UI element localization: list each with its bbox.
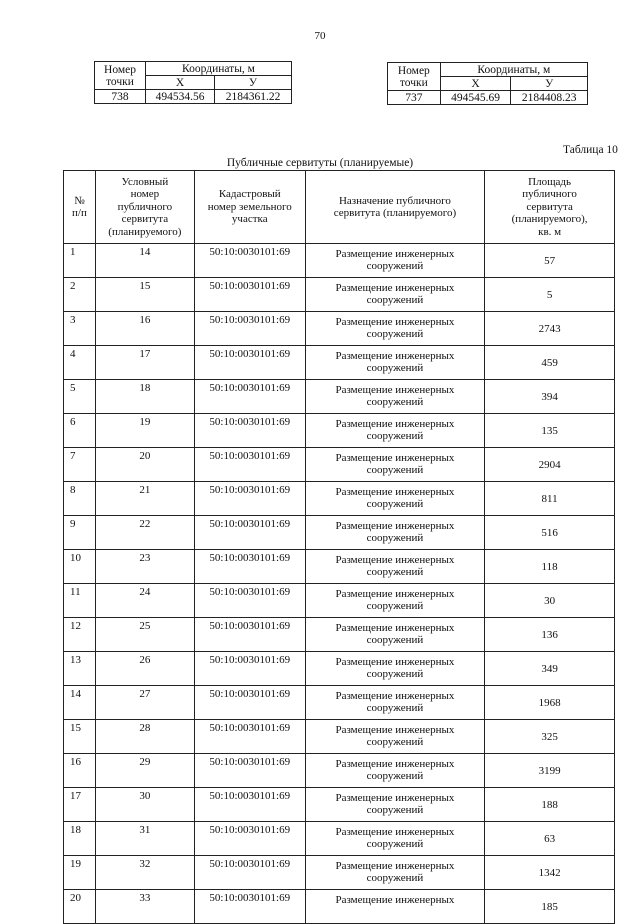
purpose-line-2: сооружений bbox=[366, 362, 424, 374]
servitude-id-cell: 25 bbox=[95, 618, 194, 652]
purpose-line-1: Размещение инженерных bbox=[335, 690, 455, 702]
cadastral-number-cell: 50:10:0030101:69 bbox=[194, 482, 305, 516]
table-row bbox=[64, 550, 615, 584]
area-cell: 3199 bbox=[485, 754, 615, 788]
table-row bbox=[64, 618, 615, 652]
servitude-id-cell: 33 bbox=[95, 890, 194, 924]
cadastral-number-cell: 50:10:0030101:69 bbox=[194, 652, 305, 686]
table-row bbox=[64, 788, 615, 822]
servitude-id-cell: 16 bbox=[95, 312, 194, 346]
cadastral-number-cell: 50:10:0030101:69 bbox=[194, 414, 305, 448]
purpose-line-2: сооружений bbox=[366, 328, 424, 340]
purpose-line-2: сооружений bbox=[366, 294, 424, 306]
purpose-line-2: сооружений bbox=[366, 872, 424, 884]
purpose-cell bbox=[305, 380, 485, 414]
row-number-cell: 19 bbox=[64, 856, 96, 890]
area-cell: 188 bbox=[485, 788, 615, 822]
header-area-line: Площадь bbox=[528, 175, 572, 188]
cadastral-number-cell: 50:10:0030101:69 bbox=[194, 346, 305, 380]
table-row bbox=[64, 414, 615, 448]
purpose-cell bbox=[305, 618, 485, 652]
coord-header-point-line1: Номер bbox=[104, 63, 136, 76]
purpose-line-1: Размещение инженерных bbox=[335, 826, 455, 838]
table-row bbox=[64, 720, 615, 754]
purpose-line-1: Размещение инженерных bbox=[335, 520, 455, 532]
servitude-id-cell: 30 bbox=[95, 788, 194, 822]
purpose-cell bbox=[305, 516, 485, 550]
purpose-cell bbox=[305, 414, 485, 448]
cadastral-number-cell: 50:10:0030101:69 bbox=[194, 686, 305, 720]
area-cell: 325 bbox=[485, 720, 615, 754]
area-cell: 811 bbox=[485, 482, 615, 516]
cadastral-number-cell: 50:10:0030101:69 bbox=[194, 584, 305, 618]
purpose-cell bbox=[305, 312, 485, 346]
header-servitude-id-line: (планируемого) bbox=[108, 225, 182, 238]
purpose-line-2: сооружений bbox=[366, 464, 424, 476]
header-area-line: сервитута bbox=[526, 200, 573, 213]
purpose-line-1: Размещение инженерных bbox=[335, 588, 455, 600]
purpose-line-2: сооружений bbox=[366, 566, 424, 578]
header-cadastral-number bbox=[194, 171, 305, 244]
table-caption: Таблица 10 bbox=[563, 144, 618, 156]
purpose-line-1: Размещение инженерных bbox=[335, 418, 455, 430]
purpose-line-1: Размещение инженерных bbox=[335, 724, 455, 736]
header-servitude-id-line: публичного bbox=[117, 200, 173, 213]
purpose-cell bbox=[305, 754, 485, 788]
purpose-cell bbox=[305, 278, 485, 312]
header-area-line: (планируемого), bbox=[511, 213, 588, 226]
purpose-line-1: Размещение инженерных bbox=[335, 316, 455, 328]
coord-header-x: X bbox=[440, 77, 511, 91]
area-cell: 2743 bbox=[485, 312, 615, 346]
purpose-cell bbox=[305, 584, 485, 618]
table-body bbox=[64, 244, 615, 924]
purpose-line-1: Размещение инженерных bbox=[335, 384, 455, 396]
row-number-cell: 13 bbox=[64, 652, 96, 686]
row-number-cell: 18 bbox=[64, 822, 96, 856]
servitude-id-cell: 28 bbox=[95, 720, 194, 754]
purpose-cell bbox=[305, 686, 485, 720]
header-purpose-line: сервитута (планируемого) bbox=[333, 207, 457, 219]
purpose-cell bbox=[305, 890, 485, 924]
servitude-id-cell: 18 bbox=[95, 380, 194, 414]
cadastral-number-cell: 50:10:0030101:69 bbox=[194, 618, 305, 652]
row-number-cell: 2 bbox=[64, 278, 96, 312]
purpose-cell bbox=[305, 346, 485, 380]
area-cell: 118 bbox=[485, 550, 615, 584]
purpose-line-1: Размещение инженерных bbox=[335, 350, 455, 362]
row-number-cell: 17 bbox=[64, 788, 96, 822]
area-cell: 30 bbox=[485, 584, 615, 618]
cadastral-number-cell: 50:10:0030101:69 bbox=[194, 550, 305, 584]
purpose-line-2: сооружений bbox=[366, 396, 424, 408]
purpose-cell bbox=[305, 720, 485, 754]
table-row bbox=[64, 380, 615, 414]
purpose-cell bbox=[305, 550, 485, 584]
row-number-cell: 6 bbox=[64, 414, 96, 448]
purpose-line-1: Размещение инженерных bbox=[335, 486, 455, 498]
servitude-id-cell: 14 bbox=[95, 244, 194, 278]
servitude-id-cell: 21 bbox=[95, 482, 194, 516]
coord-header-y: У bbox=[511, 77, 588, 91]
coord-header-point-line2: точки bbox=[106, 75, 134, 88]
purpose-line-1: Размещение инженерных bbox=[335, 860, 455, 872]
cadastral-number-cell: 50:10:0030101:69 bbox=[194, 788, 305, 822]
servitude-id-cell: 27 bbox=[95, 686, 194, 720]
purpose-line-1: Размещение инженерных bbox=[335, 282, 455, 294]
cadastral-number-cell: 50:10:0030101:69 bbox=[194, 244, 305, 278]
row-number-cell: 12 bbox=[64, 618, 96, 652]
purpose-line-2: сооружений bbox=[366, 260, 424, 272]
servitude-id-cell: 19 bbox=[95, 414, 194, 448]
servitude-table bbox=[63, 170, 615, 924]
row-number-cell: 8 bbox=[64, 482, 96, 516]
coord-y-value: 2184361.22 bbox=[215, 90, 292, 104]
header-area-line: кв. м bbox=[538, 225, 562, 238]
cadastral-number-cell: 50:10:0030101:69 bbox=[194, 312, 305, 346]
purpose-cell bbox=[305, 788, 485, 822]
row-number-cell: 9 bbox=[64, 516, 96, 550]
header-servitude-id-line: Условный bbox=[121, 175, 169, 188]
purpose-line-2: сооружений bbox=[366, 838, 424, 850]
area-cell: 135 bbox=[485, 414, 615, 448]
header-purpose bbox=[305, 171, 485, 244]
cadastral-number-cell: 50:10:0030101:69 bbox=[194, 516, 305, 550]
purpose-line-1: Размещение инженерных bbox=[335, 622, 455, 634]
cadastral-number-cell: 50:10:0030101:69 bbox=[194, 822, 305, 856]
purpose-cell bbox=[305, 856, 485, 890]
purpose-line-1: Размещение инженерных bbox=[335, 792, 455, 804]
coordinates-table-left bbox=[94, 61, 292, 104]
purpose-line-1: Размещение инженерных bbox=[335, 894, 455, 906]
header-cadastral-number-line: номер земельного bbox=[207, 200, 292, 213]
header-cadastral-number-line: Кадастровый bbox=[218, 188, 281, 201]
servitude-id-cell: 29 bbox=[95, 754, 194, 788]
purpose-line-2: сооружений bbox=[366, 736, 424, 748]
area-cell: 5 bbox=[485, 278, 615, 312]
area-cell: 2904 bbox=[485, 448, 615, 482]
row-number-cell: 3 bbox=[64, 312, 96, 346]
purpose-line-1: Размещение инженерных bbox=[335, 656, 455, 668]
row-number-cell: 4 bbox=[64, 346, 96, 380]
purpose-cell bbox=[305, 448, 485, 482]
table-row bbox=[64, 754, 615, 788]
servitude-id-cell: 23 bbox=[95, 550, 194, 584]
cadastral-number-cell: 50:10:0030101:69 bbox=[194, 856, 305, 890]
servitude-id-cell: 17 bbox=[95, 346, 194, 380]
area-cell: 394 bbox=[485, 380, 615, 414]
table-row bbox=[64, 856, 615, 890]
servitude-id-cell: 22 bbox=[95, 516, 194, 550]
row-number-cell: 10 bbox=[64, 550, 96, 584]
header-number-line: п/п bbox=[72, 207, 87, 219]
purpose-cell bbox=[305, 482, 485, 516]
table-row bbox=[64, 516, 615, 550]
table-row bbox=[64, 448, 615, 482]
header-servitude-id-line: номер bbox=[130, 188, 160, 201]
cadastral-number-cell: 50:10:0030101:69 bbox=[194, 380, 305, 414]
coord-header-x: X bbox=[146, 76, 215, 90]
table-row bbox=[64, 584, 615, 618]
servitude-id-cell: 15 bbox=[95, 278, 194, 312]
purpose-line-1: Размещение инженерных bbox=[335, 554, 455, 566]
purpose-line-2: сооружений bbox=[366, 600, 424, 612]
purpose-line-2: сооружений bbox=[366, 498, 424, 510]
coord-header-point-line2: точки bbox=[399, 76, 428, 89]
servitude-id-cell: 20 bbox=[95, 448, 194, 482]
purpose-line-2: сооружений bbox=[366, 804, 424, 816]
header-servitude-id bbox=[95, 171, 194, 244]
coord-header-y: У bbox=[215, 76, 292, 90]
coord-header-coords: Координаты, м bbox=[146, 62, 292, 76]
coord-x-value: 494534.56 bbox=[146, 90, 215, 104]
header-servitude-id-line: сервитута bbox=[121, 213, 169, 226]
purpose-line-1: Размещение инженерных bbox=[335, 758, 455, 770]
area-cell: 1342 bbox=[485, 856, 615, 890]
table-row bbox=[64, 890, 615, 924]
coord-header-point bbox=[95, 62, 146, 90]
row-number-cell: 1 bbox=[64, 244, 96, 278]
row-number-cell: 7 bbox=[64, 448, 96, 482]
row-number-cell: 11 bbox=[64, 584, 96, 618]
page-number: 70 bbox=[314, 30, 326, 42]
servitude-id-cell: 24 bbox=[95, 584, 194, 618]
purpose-line-2: сооружений bbox=[366, 668, 424, 680]
coord-header-point bbox=[388, 63, 441, 91]
row-number-cell: 20 bbox=[64, 890, 96, 924]
area-cell: 516 bbox=[485, 516, 615, 550]
table-row bbox=[64, 278, 615, 312]
servitude-id-cell: 31 bbox=[95, 822, 194, 856]
cadastral-number-cell: 50:10:0030101:69 bbox=[194, 278, 305, 312]
header-area bbox=[485, 171, 615, 244]
coord-x-value: 494545.69 bbox=[440, 91, 511, 105]
purpose-cell bbox=[305, 244, 485, 278]
cadastral-number-cell: 50:10:0030101:69 bbox=[194, 448, 305, 482]
table-title: Публичные сервитуты (планируемые) bbox=[226, 157, 414, 169]
purpose-cell bbox=[305, 652, 485, 686]
cadastral-number-cell: 50:10:0030101:69 bbox=[194, 890, 305, 924]
servitude-id-cell: 32 bbox=[95, 856, 194, 890]
purpose-line-1: Размещение инженерных bbox=[335, 248, 455, 260]
coord-point-number: 737 bbox=[388, 91, 441, 105]
area-cell: 1968 bbox=[485, 686, 615, 720]
table-row bbox=[64, 312, 615, 346]
table-row bbox=[64, 686, 615, 720]
table-row bbox=[64, 652, 615, 686]
table-row bbox=[64, 822, 615, 856]
area-cell: 349 bbox=[485, 652, 615, 686]
area-cell: 185 bbox=[485, 890, 615, 924]
table-header-row bbox=[64, 171, 615, 244]
table-row bbox=[64, 346, 615, 380]
area-cell: 459 bbox=[485, 346, 615, 380]
header-purpose-line: Назначение публичного bbox=[338, 194, 451, 207]
area-cell: 63 bbox=[485, 822, 615, 856]
cadastral-number-cell: 50:10:0030101:69 bbox=[194, 720, 305, 754]
purpose-line-2: сооружений bbox=[366, 430, 424, 442]
coord-header-coords: Координаты, м bbox=[440, 63, 587, 77]
purpose-line-2: сооружений bbox=[366, 532, 424, 544]
coordinates-table-right bbox=[387, 62, 588, 105]
purpose-line-2: сооружений bbox=[366, 702, 424, 714]
table-row bbox=[64, 244, 615, 278]
purpose-line-1: Размещение инженерных bbox=[335, 452, 455, 464]
coord-header-point-line1: Номер bbox=[397, 64, 430, 77]
header-cadastral-number-line: участка bbox=[231, 213, 268, 226]
header-number-line: № bbox=[74, 194, 85, 207]
header-area-line: публичного bbox=[522, 188, 577, 201]
row-number-cell: 16 bbox=[64, 754, 96, 788]
coord-point-number: 738 bbox=[95, 90, 146, 104]
coord-y-value: 2184408.23 bbox=[511, 91, 588, 105]
row-number-cell: 5 bbox=[64, 380, 96, 414]
servitude-id-cell: 26 bbox=[95, 652, 194, 686]
purpose-line-2: сооружений bbox=[366, 770, 424, 782]
row-number-cell: 14 bbox=[64, 686, 96, 720]
row-number-cell: 15 bbox=[64, 720, 96, 754]
purpose-line-2: сооружений bbox=[366, 634, 424, 646]
area-cell: 136 bbox=[485, 618, 615, 652]
cadastral-number-cell: 50:10:0030101:69 bbox=[194, 754, 305, 788]
table-row bbox=[64, 482, 615, 516]
area-cell: 57 bbox=[485, 244, 615, 278]
header-number bbox=[64, 171, 96, 244]
purpose-cell bbox=[305, 822, 485, 856]
